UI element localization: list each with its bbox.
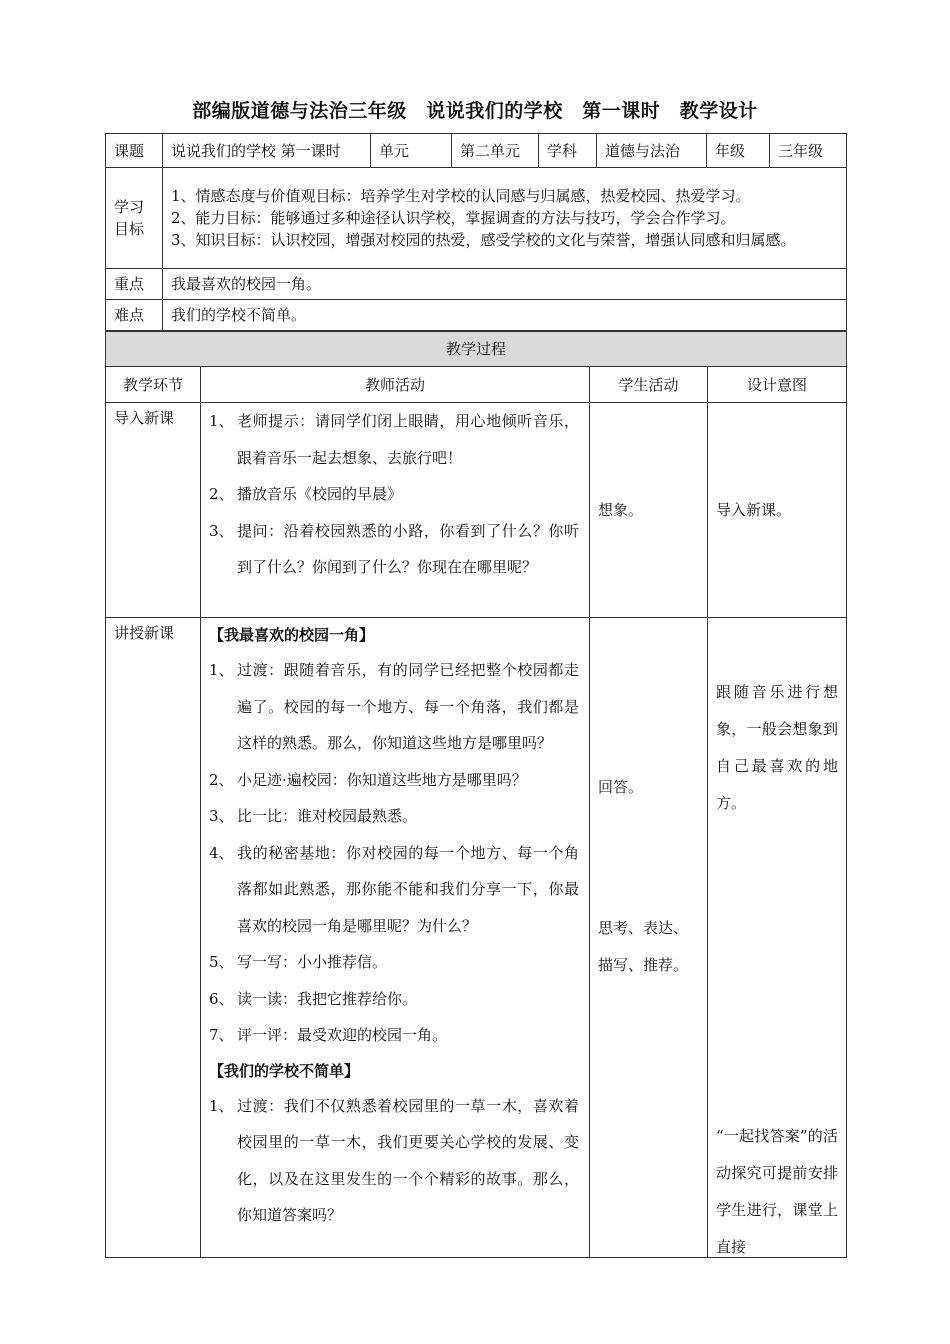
teach-item-7-num: 7、 <box>209 1026 234 1044</box>
section-school-not-simple: 【我们的学校不简单】 <box>209 1061 360 1080</box>
intro-teacher-list <box>209 403 579 586</box>
intro-intent: 导入新课。 <box>708 403 847 618</box>
teach-item-4 <box>209 835 579 945</box>
teach-item-4-num: 4、 <box>209 843 234 862</box>
label-key: 重点 <box>106 269 163 300</box>
unit-value: 第二单元 <box>452 134 539 168</box>
info-row-difficulty <box>106 300 847 331</box>
teach2-item-1-num: 1、 <box>209 1096 234 1115</box>
topic-value: 说说我们的学校 第一课时 <box>163 134 371 168</box>
intro-teacher <box>201 403 590 618</box>
intro-item-1-text: 老师提示：请同学们闭上眼睛，用心地倾听音乐，跟着音乐一起去想象、去旅行吧！ <box>237 412 579 467</box>
teach-item-4-text: 我的秘密基地：你对校园的每一个地方、每一个角落都如此熟悉，那你能不能和我们分享一下，你最喜欢的校园一角是哪里呢？为什么？ <box>237 843 579 935</box>
grade-value: 三年级 <box>770 134 847 168</box>
intro-row <box>106 403 847 618</box>
teach-intent-b: “一起找答案”的活动探究可提前安排学生进行，课堂上直接 <box>716 1127 839 1256</box>
teach-item-1-num: 1、 <box>209 661 234 679</box>
label-unit: 单元 <box>371 134 452 168</box>
process-header: 教学过程 <box>106 332 847 367</box>
teach-item-2 <box>209 762 579 799</box>
teach-item-2-num: 2、 <box>209 770 234 789</box>
teach-stage: 讲授新课 <box>106 618 201 1258</box>
info-row-goals <box>106 168 847 269</box>
subject-value: 道德与法治 <box>597 134 707 168</box>
col-student: 学生活动 <box>590 367 708 403</box>
teach-item-7 <box>209 1017 579 1054</box>
col-teacher: 教师活动 <box>201 367 590 403</box>
label-subject: 学科 <box>539 134 597 168</box>
teach-teacher-list-1 <box>209 652 579 1054</box>
info-table <box>105 133 847 331</box>
teach-item-2-text: 小足迹·遍校园：你知道这些地方是哪里吗？ <box>237 770 527 789</box>
intro-item-2 <box>209 476 579 513</box>
teach-item-5 <box>209 944 579 981</box>
teach-item-1-text: 过渡：跟随着音乐，有的同学已经把整个校园都走遍了。校园的每一个地方、每一个角落，我们都是这样的熟悉。那么，你知道这些地方是哪里吗？ <box>237 661 579 752</box>
key-value: 我最喜欢的校园一角。 <box>163 269 847 300</box>
col-intent: 设计意图 <box>708 367 847 403</box>
teach-item-3 <box>209 798 579 835</box>
label-goals <box>106 168 163 269</box>
teach-item-5-num: 5、 <box>209 953 234 971</box>
teach-student-activity-line2: 描写、推荐。 <box>598 956 689 974</box>
section-favorite-corner: 【我最喜欢的校园一角】 <box>209 626 375 644</box>
intro-item-1-num: 1、 <box>209 412 234 430</box>
label-difficulty: 难点 <box>106 300 163 331</box>
intro-stage: 导入新课 <box>106 403 201 618</box>
intro-item-3 <box>209 513 579 586</box>
teach-row <box>106 618 847 1258</box>
intro-item-1 <box>209 403 579 476</box>
teach-student <box>590 618 708 1258</box>
teach-teacher-list-2 <box>209 1088 579 1234</box>
teach-item-3-text: 比一比：谁对校园最熟悉。 <box>237 807 418 825</box>
label-topic: 课题 <box>106 134 163 168</box>
intro-item-3-text: 提问：沿着校园熟悉的小路，你看到了什么？你听到了什么？你闻到了什么？你现在在哪里呢？ <box>237 521 579 576</box>
intro-item-2-num: 2、 <box>209 485 234 503</box>
teach-teacher <box>201 618 590 1258</box>
goal-1: 1、情感态度与价值观目标：培养学生对学校的认同感与归属感，热爱校园、热爱学习。 <box>171 187 751 205</box>
teach-item-7-text: 评一评：最受欢迎的校园一角。 <box>237 1026 448 1044</box>
goals-value <box>163 168 847 269</box>
teach-item-3-num: 3、 <box>209 807 234 825</box>
teach-intent <box>708 618 847 1258</box>
process-header-row <box>106 332 847 367</box>
teach-item-1 <box>209 652 579 762</box>
teach-item-5-text: 写一写：小小推荐信。 <box>237 953 388 971</box>
label-goals-line2: 目标 <box>114 220 145 238</box>
teach-student-answer: 回答。 <box>598 778 644 796</box>
teach-student-activity <box>598 910 688 984</box>
column-header-row <box>106 367 847 403</box>
label-goals-line1: 学习 <box>114 198 145 216</box>
teach2-item-1 <box>209 1088 579 1234</box>
teach-intent-a: 跟随音乐进行想象，一般会想象到自己最喜欢的地方。 <box>716 683 839 812</box>
goal-3: 3、知识目标：认识校园，增强对校园的热爱，感受学校的文化与荣誉，增强认同感和归属感。 <box>171 231 796 249</box>
teach-item-6 <box>209 981 579 1018</box>
goal-2: 2、能力目标：能够通过多种途径认识学校，掌握调查的方法与技巧，学会合作学习。 <box>171 209 736 227</box>
teach-item-6-text: 读一读：我把它推荐给你。 <box>237 989 418 1008</box>
intro-item-3-num: 3、 <box>209 521 234 540</box>
teach-student-activity-line1: 思考、表达、 <box>598 919 689 937</box>
difficulty-value: 我们的学校不简单。 <box>163 300 847 331</box>
intro-item-2-text: 播放音乐《校园的早晨》 <box>237 485 403 503</box>
intro-student: 想象。 <box>590 403 708 618</box>
process-table <box>105 331 847 1258</box>
col-stage: 教学环节 <box>106 367 201 403</box>
info-row-topic <box>106 134 847 168</box>
teach2-item-1-text: 过渡：我们不仅熟悉着校园里的一草一木，喜欢着校园里的一草一木，我们更要关心学校的发展、变化，以及在这里发生的一个个精彩的故事。那么，你知道答案吗？ <box>237 1096 579 1224</box>
teach-item-6-num: 6、 <box>209 989 234 1008</box>
document-title: 部编版道德与法治三年级 说说我们的学校 第一课时 教学设计 <box>192 100 758 122</box>
info-row-key <box>106 269 847 300</box>
label-grade: 年级 <box>707 134 770 168</box>
